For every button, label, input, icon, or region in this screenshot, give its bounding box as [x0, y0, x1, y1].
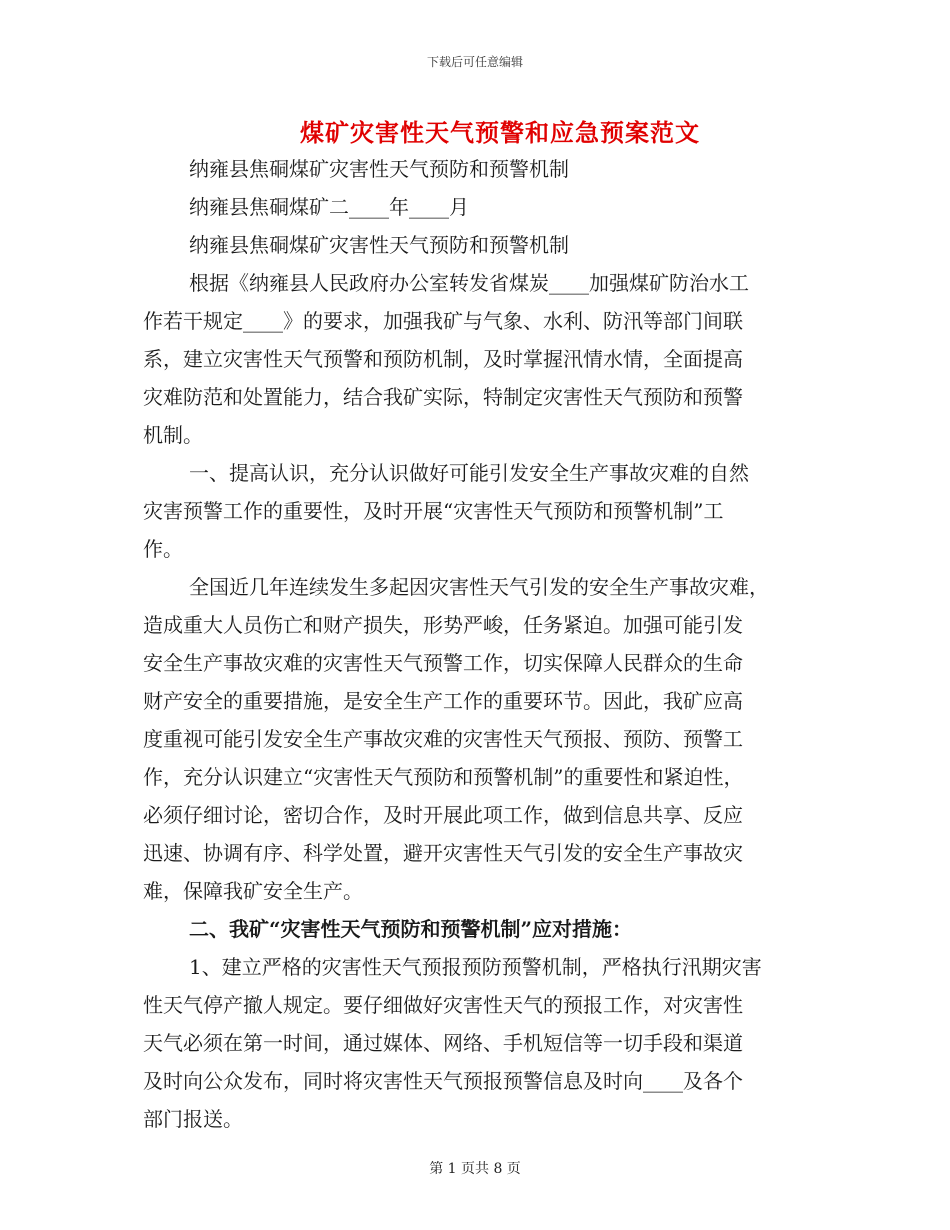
body-line: 系，建立灾害性天气预警和预防机制，及时掌握汛情水情，全面提高	[143, 347, 743, 371]
body-line: 迅速、协调有序、科学处置，避开灾害性天气引发的安全生产事故灾	[143, 841, 743, 865]
body-line: 灾难防范和处置能力，结合我矿实际，特制定灾害性天气预防和预警	[143, 385, 743, 409]
body-line: 作若干规定____》的要求，加强我矿与气象、水利、防汛等部门间联	[143, 309, 743, 333]
body-line: 一、提高认识，充分认识做好可能引发安全生产事故灾难的自然	[189, 461, 749, 485]
body-line: 纳雍县焦硐煤矿灾害性天气预防和预警机制	[189, 233, 569, 257]
body-line: 性天气停产撤人规定。要仔细做好灾害性天气的预报工作，对灾害性	[143, 993, 743, 1017]
page-footer: 第 1 页共 8 页	[429, 1161, 521, 1177]
body-line: 纳雍县焦硐煤矿二____年____月	[189, 195, 469, 219]
body-line: 作。	[143, 537, 183, 561]
body-line: 机制。	[143, 423, 203, 447]
body-line: 难，保障我矿安全生产。	[143, 879, 363, 903]
body-line: 二、我矿“灾害性天气预防和预警机制”应对措施：	[189, 917, 633, 941]
body-line: 度重视可能引发安全生产事故灾难的灾害性天气预报、预防、预警工	[143, 727, 743, 751]
body-line: 灾害预警工作的重要性，及时开展“灾害性天气预防和预警机制”工	[143, 499, 724, 523]
header-note: 下载后可任意编辑	[426, 55, 523, 69]
body-line: 天气必须在第一时间，通过媒体、网络、手机短信等一切手段和渠道	[143, 1031, 743, 1055]
body-line: 纳雍县焦硐煤矿灾害性天气预防和预警机制	[189, 157, 569, 181]
body-line: 全国近几年连续发生多起因灾害性天气引发的安全生产事故灾难，	[189, 575, 769, 599]
body-line: 财产安全的重要措施，是安全生产工作的重要环节。因此，我矿应高	[143, 689, 743, 713]
body-line: 1、建立严格的灾害性天气预报预防预警机制，严格执行汛期灾害	[189, 955, 762, 979]
body-line: 及时向公众发布，同时将灾害性天气预报预警信息及时向____及各个	[143, 1069, 743, 1093]
body-line: 根据《纳雍县人民政府办公室转发省煤炭____加强煤矿防治水工	[189, 271, 749, 295]
body-line: 造成重大人员伤亡和财产损失，形势严峻，任务紧迫。加强可能引发	[143, 613, 743, 637]
document-body	[143, 150, 808, 1138]
body-line: 必须仔细讨论，密切合作，及时开展此项工作，做到信息共享、反应	[143, 803, 743, 827]
document-title: 煤矿灾害性天气预警和应急预案范文	[300, 118, 700, 147]
body-line: 安全生产事故灾难的灾害性天气预警工作，切实保障人民群众的生命	[143, 651, 743, 675]
body-line: 作，充分认识建立“灾害性天气预防和预警机制”的重要性和紧迫性，	[143, 765, 744, 789]
body-line: 部门报送。	[143, 1107, 243, 1131]
